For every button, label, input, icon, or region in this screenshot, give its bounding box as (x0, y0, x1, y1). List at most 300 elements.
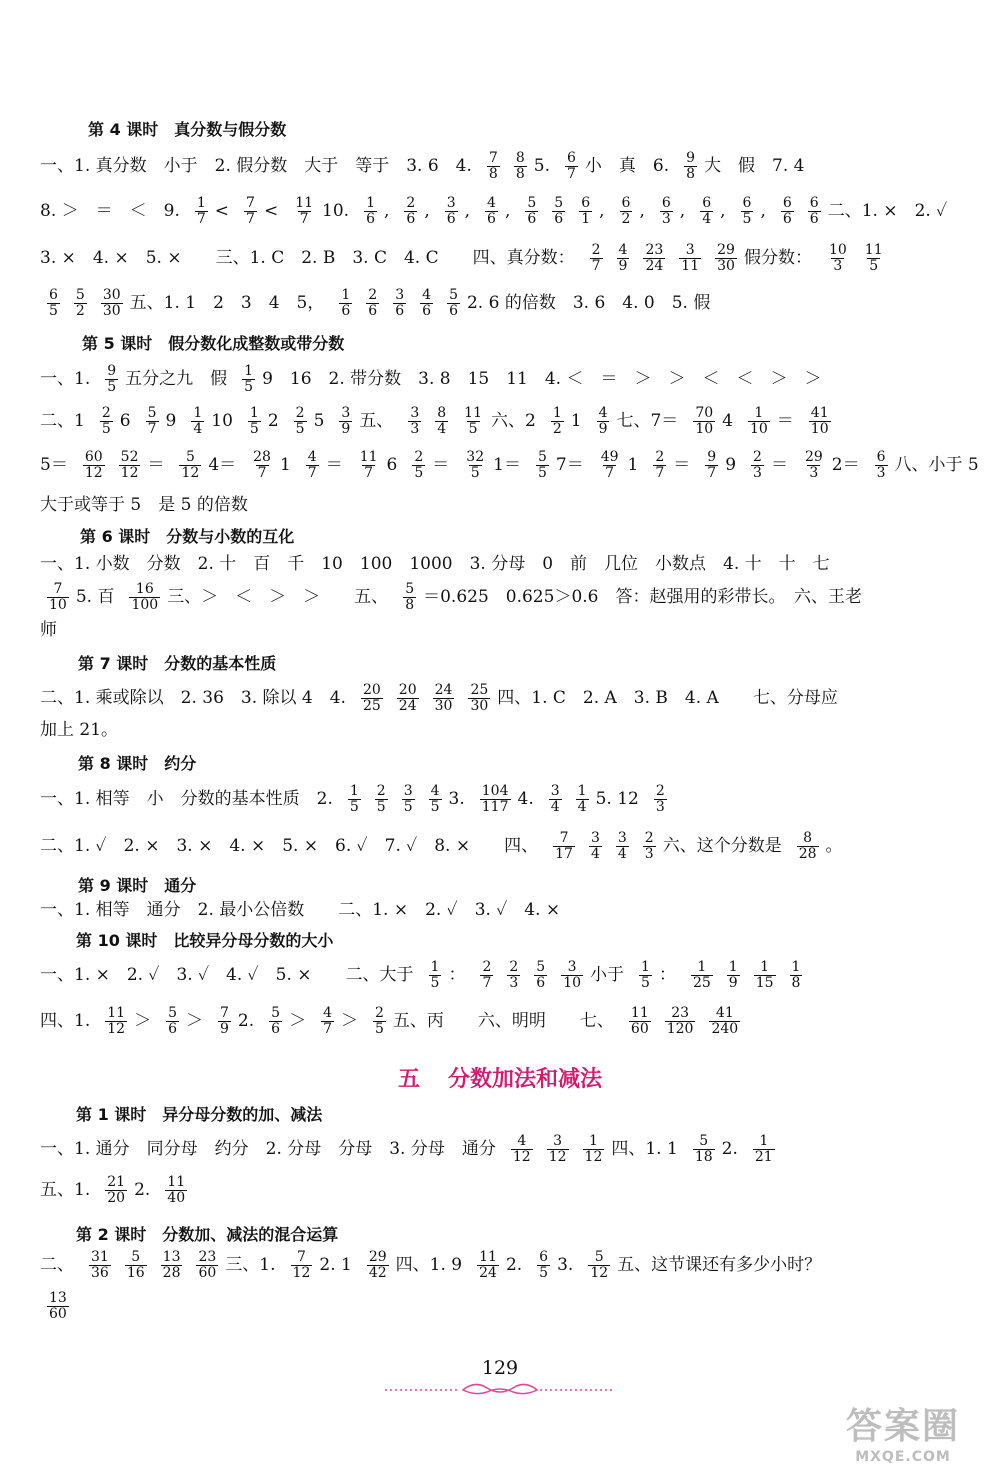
fraction-denominator: 10 (749, 421, 768, 438)
fraction-denominator: 5 (430, 975, 440, 992)
fraction-numerator: 2 (655, 449, 665, 465)
answer-text: 6 (386, 455, 398, 476)
fraction-denominator: 24 (479, 1265, 497, 1282)
answer-text: 2＝ (831, 455, 860, 476)
fraction-denominator: 12 (107, 1021, 126, 1038)
answer-text: 一、1. 真分数 小于 2. 假分数 大于 等于 3. 6 4. (40, 156, 472, 177)
fraction (129, 582, 160, 614)
fraction-denominator: 5 (468, 421, 478, 438)
fraction-denominator: 60 (49, 1306, 67, 1323)
fraction (179, 450, 201, 482)
fraction-numerator: 3 (617, 830, 627, 846)
fraction (727, 960, 740, 992)
answer-text: 1 (570, 411, 582, 432)
fraction-denominator: 8 (405, 597, 415, 614)
answer-text: 师 (40, 620, 57, 640)
fraction-denominator: 3 (833, 258, 843, 275)
fraction (361, 683, 383, 715)
fraction-denominator: 16 (126, 1265, 145, 1282)
answer-line (40, 831, 950, 863)
fraction-numerator: 5 (554, 195, 564, 211)
answer-line (40, 151, 950, 183)
fraction-numerator: 7 (219, 1005, 229, 1021)
fraction (553, 831, 575, 863)
answer-text: , (504, 201, 511, 222)
fraction-numerator: 41 (810, 405, 829, 421)
answer-line (40, 288, 950, 320)
fraction-numerator: 11 (464, 405, 482, 421)
fraction-numerator: 11 (359, 449, 378, 465)
answer-text: , (639, 201, 645, 222)
fraction-denominator: 9 (728, 975, 738, 992)
fraction-numerator: 3 (341, 405, 351, 421)
fraction-denominator: 7 (196, 211, 206, 228)
answer-line (40, 1291, 950, 1323)
fraction-numerator: 29 (717, 242, 735, 258)
fraction-denominator: 9 (618, 258, 628, 275)
fraction-numerator: 5 (168, 1005, 177, 1021)
fraction-numerator: 5 (699, 1133, 709, 1149)
fraction-numerator: 2 (101, 405, 111, 421)
fraction (691, 960, 713, 992)
answer-text: 4. (517, 789, 534, 810)
fraction-denominator: 30 (434, 698, 453, 715)
fraction-numerator: 5 (185, 449, 195, 465)
answer-text: 6 (119, 411, 131, 432)
fraction-denominator: 5 (641, 975, 650, 992)
answer-text: , (679, 201, 686, 222)
fraction (565, 151, 578, 183)
answer-text: 加上 21。 (40, 720, 119, 740)
fraction-denominator: 6 (527, 211, 537, 228)
fraction-numerator: 2 (655, 783, 665, 799)
fraction-denominator: 7 (257, 465, 267, 482)
fraction-denominator: 8 (791, 975, 801, 992)
answer-text: 4＝ (208, 455, 237, 476)
fraction-denominator: 3 (876, 465, 886, 482)
fraction (408, 406, 421, 438)
fraction-numerator: 2 (753, 449, 762, 465)
fraction (306, 450, 319, 482)
fraction (47, 288, 60, 320)
answer-line (40, 406, 950, 438)
fraction-denominator: 10 (695, 421, 714, 438)
fraction-numerator: 5 (75, 287, 85, 303)
fraction-denominator: 7 (707, 465, 717, 482)
fraction-numerator: 5 (594, 1249, 604, 1265)
fraction-denominator: 5 (470, 465, 480, 482)
answer-text: 5. 百 (75, 587, 115, 608)
fraction-denominator: 4 (193, 421, 203, 438)
fraction-numerator: 9 (107, 363, 117, 379)
fraction-numerator: 3 (403, 783, 413, 799)
fraction-numerator: 6 (621, 195, 631, 211)
fraction (639, 960, 652, 992)
fraction-numerator: 8 (515, 150, 525, 166)
fraction-numerator: 5 (271, 1005, 281, 1021)
answer-text: 二、1 (40, 411, 85, 432)
fraction-denominator: 5 (869, 258, 879, 275)
section-name: 分数加法和减法 (448, 1067, 603, 1092)
fraction-denominator: 7 (147, 421, 157, 438)
fraction-numerator: 70 (695, 405, 714, 421)
answer-text: 五、丙 六、明明 七、 (392, 1011, 614, 1032)
fraction-numerator: 32 (466, 449, 485, 465)
fraction (748, 406, 770, 438)
answer-text: ＞ (134, 1011, 152, 1032)
fraction-numerator: 16 (135, 581, 154, 597)
fraction (693, 1134, 715, 1166)
fraction-numerator: 9 (707, 449, 717, 465)
answer-text: , (720, 201, 726, 222)
fraction-numerator: 1 (641, 959, 650, 975)
fraction-denominator: 4 (550, 799, 560, 816)
fraction-denominator: 9 (341, 421, 351, 438)
lesson-title: 第 1 课时 异分母分数的加、减法 (76, 1105, 323, 1124)
fraction-denominator: 3 (753, 465, 762, 482)
fraction-denominator: 28 (798, 846, 817, 863)
answer-line (40, 243, 950, 275)
fraction (89, 1250, 111, 1282)
fraction-numerator: 13 (49, 1290, 67, 1306)
fraction-denominator: 7 (482, 975, 492, 992)
answer-text: 一、1. × 2. ✓ 3. ✓ 4. ✓ 5. × 二、大于 (40, 965, 414, 986)
fraction-numerator: 3 (685, 242, 695, 258)
fraction (83, 450, 105, 482)
answer-text: ＝ (147, 455, 165, 476)
fraction (617, 243, 630, 275)
answer-text: 2 (267, 411, 279, 432)
fraction (653, 450, 666, 482)
answer-text: 二、 (40, 1255, 74, 1276)
fraction (393, 288, 406, 320)
fraction-numerator: 6 (566, 150, 576, 166)
fraction-numerator: 41 (715, 1005, 734, 1021)
fraction-denominator: 5 (374, 1021, 384, 1038)
fraction (291, 1250, 313, 1282)
fraction (462, 406, 484, 438)
fraction (790, 960, 803, 992)
fraction (358, 450, 380, 482)
fraction-denominator: 10 (49, 597, 67, 614)
lesson-title: 第 9 课时 通分 (78, 876, 197, 895)
fraction-denominator: 2 (621, 211, 631, 228)
fraction-denominator: 6 (554, 211, 564, 228)
fraction (561, 960, 583, 992)
fraction-numerator: 11 (864, 242, 883, 258)
fraction (339, 406, 352, 438)
fraction-denominator: 7 (307, 465, 317, 482)
answer-text: ＝ (325, 455, 343, 476)
fraction-numerator: 7 (246, 195, 255, 211)
fraction-numerator: 2 (509, 959, 519, 975)
fraction-numerator: 2 (591, 242, 601, 258)
fraction-denominator: 21 (754, 1149, 773, 1166)
fraction-denominator: 5 (49, 303, 58, 320)
fraction-denominator: 2 (552, 421, 562, 438)
fraction-numerator: 23 (645, 242, 664, 258)
fraction-numerator: 4 (487, 195, 496, 211)
fraction-numerator: 1 (728, 959, 738, 975)
answer-text: 3. (557, 1255, 574, 1276)
answer-text: 小于 (590, 965, 625, 986)
fraction (196, 1250, 218, 1282)
fraction-numerator: 1 (759, 1133, 769, 1149)
fraction (464, 450, 486, 482)
fraction-numerator: 11 (167, 1174, 186, 1190)
fraction (429, 960, 442, 992)
answer-text: 四、1. 9 (395, 1255, 463, 1276)
answer-text: 2. (505, 1255, 523, 1276)
fraction-numerator: 5 (147, 405, 157, 421)
answer-line (40, 1250, 950, 1282)
fraction-denominator: 4 (437, 421, 447, 438)
fraction-denominator: 10 (810, 421, 829, 438)
fraction (161, 1250, 183, 1282)
fraction-denominator: 6 (487, 211, 496, 228)
watermark-text: 答案圈 (845, 1406, 960, 1447)
fraction (373, 1006, 386, 1038)
fraction-denominator: 4 (577, 799, 587, 816)
answer-text: 大 假 7. 4 (704, 156, 805, 177)
answer-text: 10. (322, 201, 350, 222)
answer-text: 六、2 (490, 411, 536, 432)
fraction (191, 406, 204, 438)
fraction-denominator: 6 (271, 1021, 281, 1038)
answer-text: 2. 6 的倍数 3. 6 4. 0 5. 假 (466, 293, 711, 314)
fraction-numerator: 2 (406, 195, 416, 211)
fraction-numerator: 6 (742, 195, 752, 211)
answer-text: 二、1. ✓ 2. × 3. × 4. × 5. × 6. ✓ 7. ✓ 8. × 四、 (40, 836, 539, 857)
fraction-numerator: 8 (437, 405, 447, 421)
fraction-denominator: 100 (131, 597, 159, 614)
fraction-numerator: 30 (102, 287, 121, 303)
fraction-denominator: 10 (563, 975, 582, 992)
fraction (293, 196, 315, 228)
fraction (576, 784, 589, 816)
fraction-denominator: 4 (702, 211, 712, 228)
fraction-numerator: 21 (107, 1174, 126, 1190)
fraction (715, 243, 737, 275)
lesson-title: 第 7 课时 分数的基本性质 (78, 654, 277, 673)
fraction-numerator: 1 (349, 783, 359, 799)
fraction-numerator: 31 (91, 1249, 109, 1265)
fraction-denominator: 6 (536, 975, 546, 992)
fraction-numerator: 5 (537, 449, 547, 465)
fraction-numerator: 5 (449, 287, 458, 303)
fraction-numerator: 5 (131, 1249, 141, 1265)
fraction-denominator: 240 (711, 1021, 739, 1038)
fraction-denominator: 36 (91, 1265, 109, 1282)
answer-text: 五分之九 假 (125, 369, 228, 390)
fraction-denominator: 3 (661, 211, 671, 228)
fraction-numerator: 49 (600, 449, 619, 465)
answer-text: , (383, 201, 390, 222)
fraction (754, 960, 776, 992)
answer-text: 八、小于 5 (894, 455, 979, 476)
fraction-numerator: 20 (398, 682, 417, 698)
fraction (781, 196, 794, 228)
fraction-numerator: 8 (803, 830, 813, 846)
fraction (507, 960, 520, 992)
answer-text: ： (658, 965, 676, 986)
fraction-denominator: 25 (362, 698, 381, 715)
answer-text: 2. 1 (319, 1255, 352, 1276)
answer-text: ＝0.625 0.625＞0.6 答：赵强用的彩带长。 六、王老 (423, 587, 862, 608)
fraction-numerator: 2 (368, 287, 378, 303)
page-number: 129 (481, 1357, 519, 1379)
fraction-denominator: 12 (512, 1149, 531, 1166)
fraction (579, 196, 592, 228)
fraction (404, 196, 417, 228)
answer-text: ＝ (673, 455, 691, 476)
answer-text: , (424, 201, 430, 222)
fraction-denominator: 11 (681, 258, 700, 275)
fraction (269, 1006, 282, 1038)
answer-text: ＞ (185, 1011, 203, 1032)
fraction (105, 364, 118, 396)
fraction-denominator: 5 (403, 799, 413, 816)
fraction-numerator: 3 (446, 195, 456, 211)
fraction (537, 1250, 550, 1282)
lesson-title: 第 2 课时 分数加、减法的混合运算 (76, 1225, 339, 1244)
fraction (218, 1006, 231, 1038)
fraction (480, 784, 511, 816)
fraction-numerator: 1 (588, 1133, 598, 1149)
fraction (100, 406, 113, 438)
fraction-denominator: 9 (219, 1021, 229, 1038)
fraction-numerator: 1 (430, 959, 440, 975)
fraction-denominator: 30 (470, 698, 489, 715)
fraction-denominator: 30 (102, 303, 121, 320)
fraction-denominator: 25 (692, 975, 711, 992)
fraction-denominator: 1 (581, 211, 591, 228)
fraction-numerator: 20 (362, 682, 381, 698)
fraction (590, 243, 603, 275)
answer-text: 9 (165, 411, 177, 432)
fraction (397, 683, 419, 715)
fraction (705, 450, 718, 482)
answer-line (40, 784, 950, 816)
fraction-numerator: 4 (598, 405, 608, 421)
fraction-denominator: 12 (292, 1265, 311, 1282)
fraction-numerator: 6 (539, 1249, 549, 1265)
fraction-numerator: 1 (552, 405, 562, 421)
fraction-numerator: 23 (671, 1005, 690, 1021)
fraction-denominator: 18 (694, 1149, 713, 1166)
answer-text: 一、1. 相等 通分 2. 最小公倍数 二、1. × 2. ✓ 3. ✓ 4. × (40, 900, 561, 920)
fraction (654, 784, 667, 816)
fraction (525, 196, 538, 228)
answer-line (40, 722, 950, 739)
fraction-denominator: 8 (686, 166, 696, 183)
watermark-url: MXQE.COM (855, 1449, 951, 1465)
fraction-numerator: 1 (366, 195, 375, 211)
fraction-numerator: 1 (760, 959, 770, 975)
answer-text: 5. 12 (595, 789, 639, 810)
answer-text: < (214, 201, 230, 222)
fraction-numerator: 3 (567, 959, 577, 975)
fraction-denominator: 6 (809, 211, 819, 228)
fraction-denominator: 6 (449, 303, 458, 320)
lesson-title: 第 6 课时 分数与小数的互化 (80, 527, 295, 546)
fraction-denominator: 30 (717, 258, 735, 275)
fraction (339, 288, 352, 320)
fraction-numerator: 6 (876, 449, 886, 465)
fraction (435, 406, 448, 438)
fraction-numerator: 52 (120, 449, 139, 465)
fraction (485, 196, 498, 228)
answer-text: ＞ (289, 1011, 307, 1032)
answer-text: < (263, 201, 279, 222)
fraction (875, 450, 888, 482)
fraction-denominator: 5 (249, 421, 259, 438)
fraction-numerator: 3 (553, 1133, 563, 1149)
fraction (741, 196, 754, 228)
fraction-denominator: 9 (598, 421, 608, 438)
fraction (105, 1006, 127, 1038)
fraction-numerator: 1 (577, 783, 587, 799)
fraction (244, 196, 257, 228)
fraction-numerator: 25 (470, 682, 489, 698)
fraction-numerator: 1 (244, 363, 254, 379)
fraction-denominator: 5 (349, 799, 359, 816)
fraction (700, 196, 713, 228)
fraction-denominator: 12 (584, 1149, 603, 1166)
fraction-numerator: 9 (686, 150, 696, 166)
fraction-numerator: 2 (295, 405, 305, 421)
fraction-numerator: 2 (376, 783, 386, 799)
answer-text: 3. × 4. × 5. × 三、1. C 2. B 3. C 4. C 四、真分数： (40, 248, 575, 269)
fraction (514, 151, 527, 183)
fraction (643, 831, 656, 863)
fraction (751, 450, 764, 482)
section-title (0, 1062, 1000, 1093)
fraction (547, 1134, 569, 1166)
fraction-numerator: 60 (84, 449, 103, 465)
fraction (119, 450, 141, 482)
answer-text: 二、1. × 2. ✓ (827, 201, 948, 222)
fraction-denominator: 7 (364, 465, 374, 482)
answer-text: ＝ (432, 455, 450, 476)
fraction (808, 196, 821, 228)
fraction (551, 406, 564, 438)
answer-text: 三、＞ ＜ ＞ ＞ 五、 (167, 587, 389, 608)
answer-line (40, 556, 950, 573)
fraction (403, 582, 416, 614)
fraction-denominator: 7 (591, 258, 601, 275)
fraction-denominator: 15 (755, 975, 774, 992)
fraction (827, 243, 849, 275)
fraction-numerator: 29 (368, 1249, 387, 1265)
fraction-denominator: 120 (666, 1021, 694, 1038)
answer-text: ： (448, 965, 466, 986)
fraction-denominator: 24 (645, 258, 664, 275)
fraction-denominator: 5 (430, 799, 440, 816)
fraction (660, 196, 673, 228)
fraction (709, 1006, 740, 1038)
answer-text: 五、1. 1 2 3 4 5， (129, 293, 325, 314)
fraction (552, 196, 565, 228)
fraction-denominator: 5 (107, 379, 117, 396)
fraction-denominator: 12 (548, 1149, 567, 1166)
fraction-denominator: 5 (537, 465, 547, 482)
fraction (105, 1175, 127, 1207)
answer-line (40, 196, 950, 228)
answer-text: 大于或等于 5 是 5 的倍数 (40, 495, 248, 515)
fraction (433, 683, 455, 715)
fraction (665, 1006, 696, 1038)
